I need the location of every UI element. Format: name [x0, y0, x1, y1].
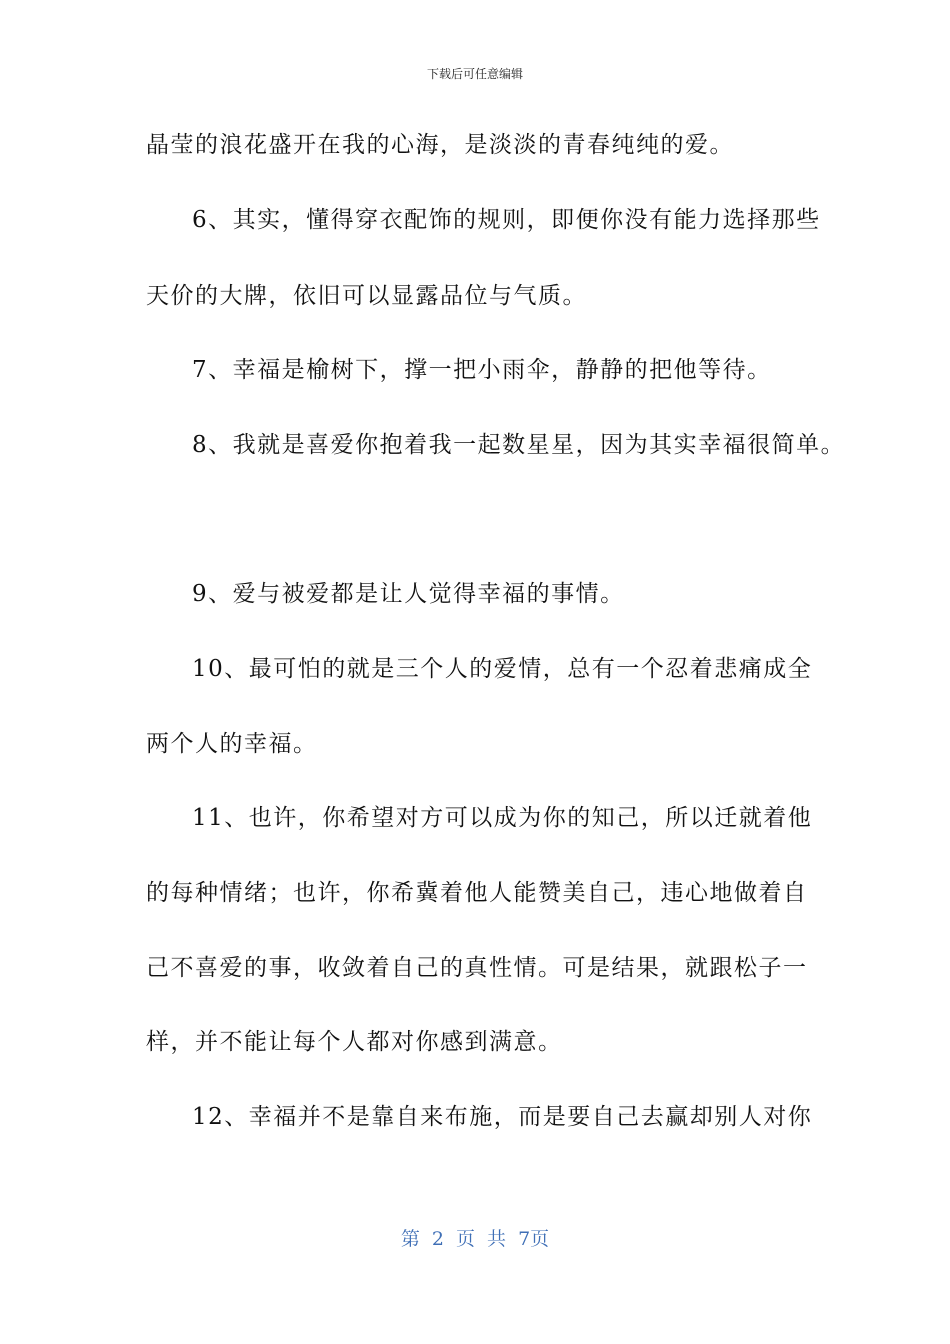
paragraph-line: 8、我就是喜爱你抱着我一起数星星，因为其实幸福很简单。 [192, 432, 846, 458]
page-footer: 第 2 页 共 7页 [400, 1228, 550, 1250]
page-header: 下载后可任意编辑 [426, 67, 523, 81]
paragraph-line: 的每种情绪；也许，你希冀着他人能赞美自己，违心地做着自 [146, 880, 808, 906]
paragraph-line: 6、其实，懂得穿衣配饰的规则，即便你没有能力选择那些 [192, 207, 821, 233]
paragraph-line: 10、最可怕的就是三个人的爱情，总有一个忍着悲痛成全 [192, 656, 813, 682]
paragraph-line: 己不喜爱的事，收敛着自己的真性情。可是结果，就跟松子一 [146, 955, 808, 981]
paragraph-line: 天价的大牌，依旧可以显露品位与气质。 [146, 283, 587, 309]
paragraph-line: 12、幸福并不是靠自来布施，而是要自己去赢却别人对你 [192, 1104, 813, 1130]
paragraph-line: 样，并不能让每个人都对你感到满意。 [146, 1029, 563, 1055]
paragraph-line: 两个人的幸福。 [146, 731, 318, 757]
paragraph-line: 7、幸福是榆树下，撑一把小雨伞，静静的把他等待。 [192, 357, 772, 383]
paragraph-line: 晶莹的浪花盛开在我的心海，是淡淡的青春纯纯的爱。 [146, 132, 734, 158]
paragraph-line: 9、爱与被爱都是让人觉得幸福的事情。 [192, 581, 625, 607]
paragraph-line: 11、也许，你希望对方可以成为你的知己，所以迁就着他 [192, 805, 813, 831]
